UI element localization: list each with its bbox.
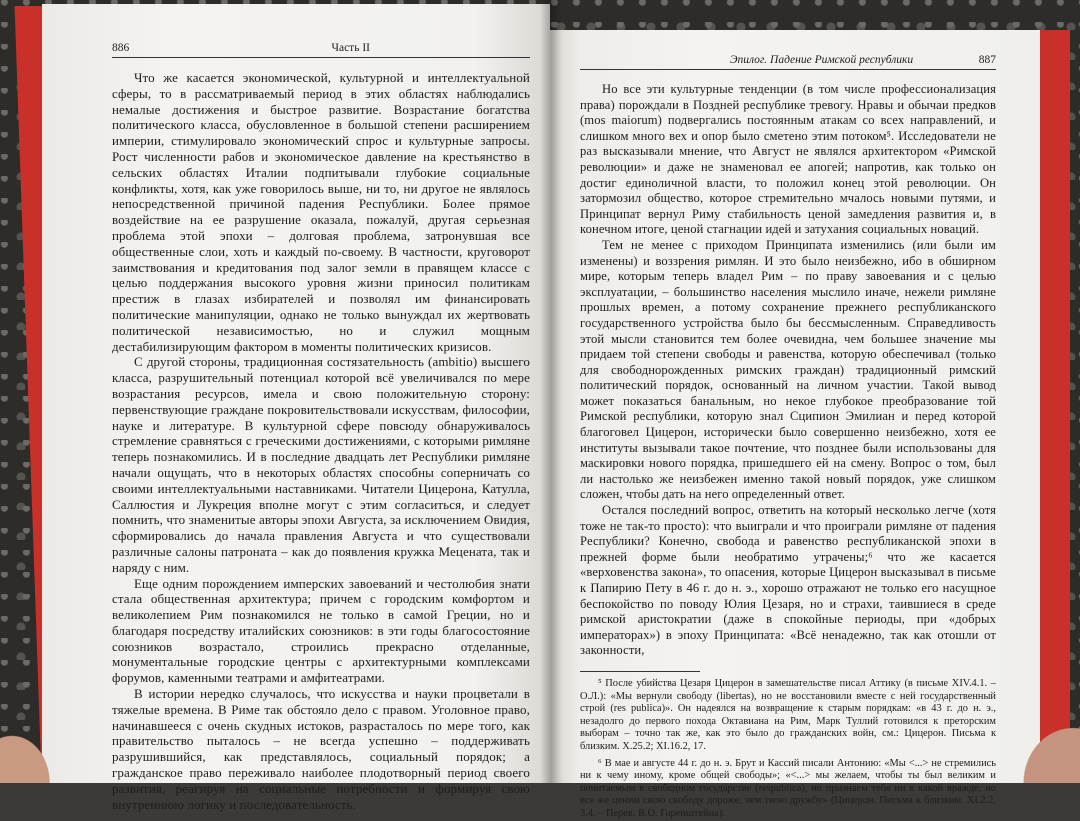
left-page: [42, 4, 550, 812]
paragraph: С другой стороны, традиционная состязательность (ambitio) высшего класса, разрушительный потенциал которой всё увеличивался по мере возрастания ресурсов, имела и свою положительную сторону: первенствующие граждане покровительствовали искусствам, философии, науке и литературе. В культурной сфере повсюду обнаруживалось стремление сравняться с греческими достижениями, с которыми римляне теперь познакомились. И в последние двадцать лет Республики римляне начали ощущать, что в некоторых областях способны соперничать со своими интеллектуальными наставниками. Читатели Цицерона, Катулла, Саллюстия и Лукреция вполне могут с этим согласиться, и следует помнить, что знаменитые авторы эпохи Августа, за исключением Овидия, сформировались до начала правления Августа и что существовали различные салоны патроната – как до появления кружка Мецената, так и наряду с ним.: [112, 354, 530, 575]
footnote: ⁵ После убийства Цезаря Цицерон в замешательстве писал Аттику (в письме XIV.4.1. – О.Л.): «Мы вернули свободу (libertas), но не восстановили вместе с ней государственный строй (res publica)». Он надеялся на возвращение к старым порядкам: «в 43 г. до н. э., незадолго до первого похода Октавиана на Рим, Марк Туллий готовился к преторским выборам – точно так же, как это было до гражданских войн, см.: Цицерон. Письма к близким. X.25.2; XI.16.2, 17.: [580, 677, 996, 752]
right-running-head: [580, 54, 996, 70]
footnote: ⁶ В мае и августе 44 г. до н. э. Брут и Кассий писали Антонию: «Мы <...> не стремились ни к чему иному, кроме общей свободы»; «<...> мы желаем, чтобы ты был великим и почитаемым в свободном государстве (respublica), но признаем тебя ни к какой вражде, но все же ценим свою свободу дороже, чем твою дружбу» (Цицерон. Письма к близким. XI.2.2, 3.4. – Перев. В.О. Горенштейна).: [580, 757, 996, 819]
paragraph: Остался последний вопрос, ответить на который несколько легче (хотя тоже не так-то просто): что выиграли и что проиграли римляне от падения Республики? Конечно, свобода и равенство республиканской эпохи в прежней форме были необратимо утрачены;⁶ что же касается «верховенства закона», то опасения, которые Цицерон высказывал в письме к Папирию Пету в 46 г. до н. э., хорошо отражают не только его насущное беспокойство по поводу Юлия Цезаря, но и страхи, таившиеся в среде римской аристократии (даже в спокойные периоды, при «добрых императорах») в эпоху Принципата: «Всё ненадежно, так как отошли от законности,: [580, 503, 996, 658]
paragraph: Еще одним порождением имперских завоеваний и честолюбия знати стала общественная архитектура; причем с городским комфортом и великолепием Рим познакомился не только в самой Греции, но и благодаря посредству италийских союзников: в эти годы благосостояние союзников возрастало, строились прекрасно отделанные, монументальные городские центры с архитектурными комплексами форумов, каменными театрами и амфитеатрами.: [112, 575, 530, 686]
paragraph: Но все эти культурные тенденции (в том числе профессионализация права) порождали в Поздней республике тревогу. Нравы и обычаи предков (mos maiorum) подвергались постоянным атакам со всех направлений, и слишком много вех и опор было сметено этим потоком⁵. Исследователи не раз высказывали мнение, что Август не являлся архитектором «Римской революции» и даже не знаменовал ее апогей; напротив, как только он достиг единоличной власти, то положил конец этой революции. Он затормозил общество, которое стремительно мчалось новыми путями, и Принципат вернул Риму стабильность ценой замедления развития и, в конечном итоге, ценой стагнации идей и затухания социальных новаций.: [580, 82, 996, 237]
right-page-number: 887: [978, 54, 996, 66]
footnotes: [580, 678, 996, 821]
thumb-left: [0, 723, 60, 783]
book-gutter-shadow: [540, 0, 562, 783]
thumb-right: [1010, 713, 1080, 783]
right-body-text: [580, 82, 996, 659]
paragraph: В истории нередко случалось, что искусства и науки процветали в тяжелые времена. В Риме так обстояло дело с правом. Уголовное право, начинавшееся с очень скудных истоков, разрасталось по мере того, как правительство пыталось – не всегда успешно – поддерживать разрушившийся, как представлялось, социальный порядок; а гражданское право переживало наиболее плодотворный период своего развития, реагируя на социальные потребности и формируя свою внутреннюю логику и последовательность.: [112, 686, 530, 812]
left-page-number: 886: [112, 42, 130, 54]
left-running-head: [112, 42, 530, 58]
left-running-title: Часть II: [331, 42, 370, 54]
footnote-divider: [580, 671, 700, 672]
right-page: [550, 30, 1040, 819]
right-running-title: Эпилог. Падение Римской республики: [730, 54, 914, 66]
paragraph: Что же касается экономической, культурной и интеллектуальной сферы, то в рассматриваемый период в этих областях наблюдались немалые достижения и быстрое развитие. Возрастание богатства политического класса, обусловленное в большой степени расширением империи, стимулировало экономический спрос и культурные запросы. Рост численности рабов и экономическое давление на крестьянство в сельских областях Италии подпитывали глубокие социальные конфликты, хотя, как уже говорилось выше, ни то, ни другое не являлось непосредственной причиной падения Республики. Более прямое воздействие на ее разрушение оказала, пожалуй, другая серьезная проблема этой эпохи – долговая проблема, затронувшая все общественные слои, хоть и каждый по-своему. В частности, круговорот заимствования и кредитования под залог земли в правящем классе с целью поддержания высокого уровня жизни приносил политикам престиж в глазах избирателей и позволял им финансировать политические манипуляции, однако не только вынуждал их жертвовать политической независимостью, но и служил мощным дестабилизирующим фактором в моменты политических кризисов.: [112, 70, 530, 354]
paragraph: Тем не менее с приходом Принципата изменились (или были им изменены) и воззрения римлян. И это было неизбежно, ибо в обширном мире, которым теперь владел Рим – по праву завоевания и с целью эксплуатации, – большинство населения мыслило иначе, нежели римляне прошлых времен, а потому сохранение прежнего республиканского государственного устройства было бы бессмысленным. Справедливость этой мысли становится тем более очевидна, чем большее значение мы придаем той степени свободы и равенства, которую обеспечивал (только для свободнорожденных римских граждан) традиционный римский политический порядок, основанный на личном участии. Такой вывод может показаться банальным, но некое глубокое преобразование той Римской республики, которую знал Сципион Эмилиан и перед которой благоговел Цицерон, исторически было совершенно неизбежно, хотя ее институты вызывали такое почтение, что позднее были использованы для маскировки нового порядка, пришедшего ей на смену. Вопрос о том, был ли настолько же неизбежен именно такой новый порядок, уже слишком сложен, чтобы дать на него определенный ответ.: [580, 237, 996, 502]
left-body-text: [112, 70, 530, 812]
